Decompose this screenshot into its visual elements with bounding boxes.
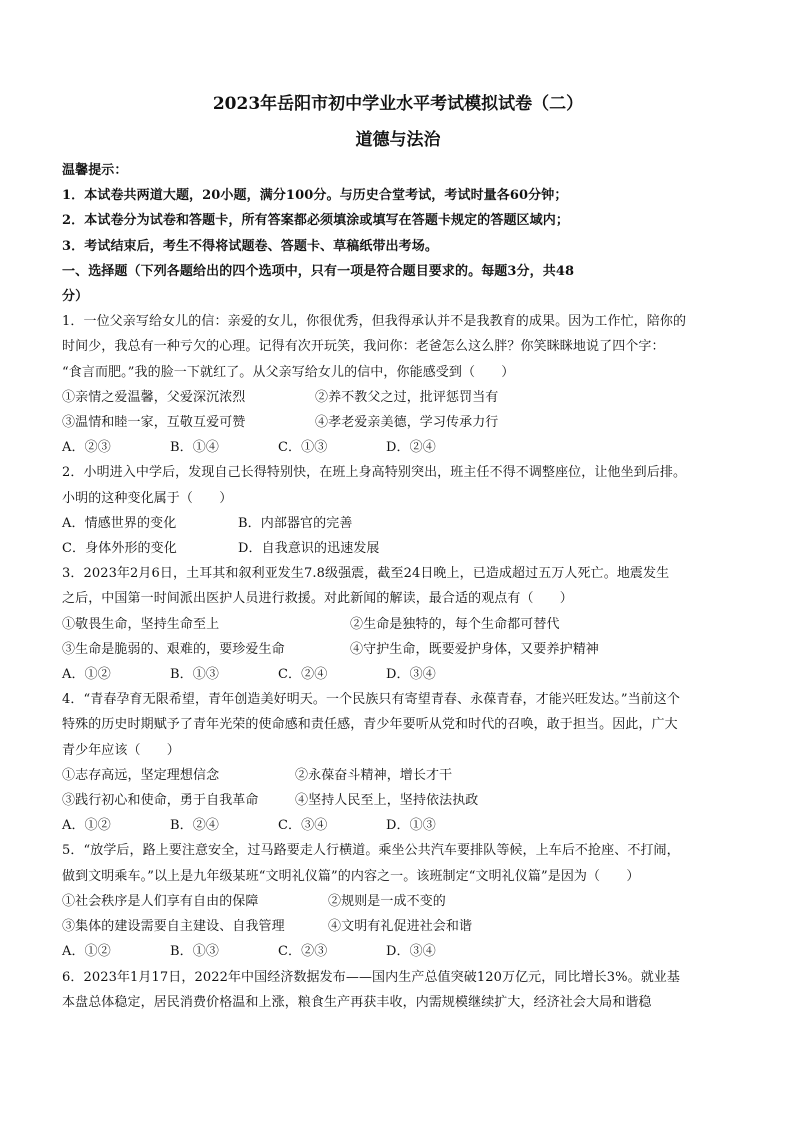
- question-1-choices: [62, 435, 734, 460]
- statement: ④孝老爱亲美德，学习传承力行: [315, 415, 499, 431]
- statement: ①亲情之爱温馨，父爱深沉浓烈: [62, 389, 246, 405]
- statement: ③温情和睦一家，互敬互爱可赞: [62, 415, 246, 431]
- question-4-statements: [62, 763, 734, 788]
- statement: ①社会秩序是人们享有自由的保障: [62, 893, 259, 909]
- tip-item: 3．考试结束后，考生不得将试题卷、答题卡、草稿纸带出考场。: [62, 238, 438, 254]
- choice-a[interactable]: A．①②: [62, 944, 111, 960]
- choice-b[interactable]: B．①③: [170, 667, 219, 683]
- statement: ④守护生命，既要爱护身体，又要养护精神: [350, 641, 599, 657]
- question-3-statements: [62, 612, 734, 637]
- choice-c[interactable]: C．身体外形的变化: [62, 541, 177, 557]
- statement: ③践行初心和使命，勇于自我革命: [62, 793, 259, 809]
- tip-item: 1．本试卷共两道大题，20小题，满分100分。与历史合堂考试，考试时量各60分钟；: [62, 188, 568, 204]
- question-2-text: 2．小明进入中学后，发现自己长得特别快，在班上身高特别突出，班主任不得不调整座位，让他坐到后排。: [62, 465, 687, 481]
- question-2-text: 小明的这种变化属于（ ）: [62, 490, 233, 506]
- exam-subject: 道德与法治: [355, 130, 441, 150]
- choice-c[interactable]: C．②④: [278, 667, 328, 683]
- question-2-choices: [62, 511, 734, 536]
- question-3-choices: [62, 662, 734, 687]
- question-4-text: 4．“青春孕育无限希望，青年创造美好明天。一个民族只有寄望青春、永葆青春，才能兴旺发达。”当前这个: [62, 692, 680, 708]
- choice-d[interactable]: D．①③: [386, 818, 436, 834]
- statement: ②规则是一成不变的: [328, 893, 446, 909]
- choice-b[interactable]: B．①④: [170, 440, 219, 456]
- statement: ②养不教父之过，批评惩罚当有: [315, 389, 499, 405]
- choice-a[interactable]: A．①②: [62, 667, 111, 683]
- statement: ③生命是脆弱的、艰难的，要珍爱生命: [62, 641, 285, 657]
- question-1-text: 1．一位父亲写给女儿的信：亲爱的女儿，你很优秀，但我得承认并不是我教育的成果。因为工作忙，陪你的: [62, 314, 687, 330]
- question-1-text: “食言而肥。”我的脸一下就红了。从父亲写给女儿的信中，你能感受到（ ）: [62, 364, 515, 380]
- question-3-text: 3．2023年2月6日，土耳其和叙利亚发生7.8级强震，截至24日晚上，已造成超过五万人死亡。地震发生: [62, 566, 670, 582]
- statement: ①敬畏生命，坚持生命至上: [62, 616, 220, 632]
- section-heading: 一、选择题（下列各题给出的四个选项中，只有一项是符合题目要求的。每题3分，共48: [62, 263, 575, 279]
- choice-a[interactable]: A．②③: [62, 440, 111, 456]
- question-5-choices: [62, 939, 734, 964]
- choice-d[interactable]: D．自我意识的迅速发展: [238, 541, 380, 557]
- question-2-choices: [62, 536, 734, 561]
- statement: ②永葆奋斗精神，增长才干: [295, 767, 453, 783]
- question-1-statements: [62, 385, 734, 410]
- question-5-text: 5．“放学后，路上要注意安全，过马路要走人行横道。乘坐公共汽车要排队等候，上车后不抢座、不打闹，: [62, 843, 680, 859]
- statement: ②生命是独特的，每个生命都可替代: [350, 616, 560, 632]
- choice-c[interactable]: C．①③: [278, 440, 328, 456]
- tip-item: 2．本试卷分为试卷和答题卡，所有答案都必须填涂或填写在答题卡规定的答题区域内；: [62, 213, 569, 229]
- question-5-text: 做到文明乘车。”以上是九年级某班“文明礼仪篇”的内容之一。该班制定“文明礼仪篇”是因为（ ）: [62, 868, 640, 884]
- statement: ①志存高远，坚定理想信念: [62, 767, 220, 783]
- question-1-statements: [62, 410, 734, 435]
- question-4-choices: [62, 813, 734, 838]
- question-5-statements: [62, 914, 734, 939]
- section-heading-cont: 分）: [62, 289, 89, 305]
- choice-c[interactable]: C．②③: [278, 944, 328, 960]
- question-4-text: 青少年应该（ ）: [62, 742, 180, 758]
- question-6-text: 6．2023年1月17日，2022年中国经济数据发布——国内生产总值突破120万亿元，同比增长3%。就业基: [62, 969, 680, 985]
- statement: ④坚持人民至上，坚持依法执政: [295, 793, 479, 809]
- statement: ③集体的建设需要自主建设、自我管理: [62, 919, 285, 935]
- choice-c[interactable]: C．③④: [278, 818, 328, 834]
- question-4-text: 特殊的历史时期赋予了青年光荣的使命感和责任感，青少年要听从党和时代的召唤，敢于担当。因此，广大: [62, 717, 678, 733]
- choice-d[interactable]: D．③④: [386, 944, 436, 960]
- choice-b[interactable]: B．②④: [170, 818, 219, 834]
- question-3-statements: [62, 637, 734, 662]
- choice-d[interactable]: D．②④: [386, 440, 436, 456]
- choice-a[interactable]: A．情感世界的变化: [62, 515, 177, 531]
- exam-page: [62, 92, 734, 1015]
- question-1-text: 时间少，我总有一种亏欠的心理。记得有次开玩笑，我问你：老爸怎么这么胖？你笑眯眯地说了四个字：: [62, 339, 665, 355]
- choice-b[interactable]: B．内部器官的完善: [238, 515, 353, 531]
- question-4-statements: [62, 788, 734, 813]
- choice-d[interactable]: D．③④: [386, 667, 436, 683]
- exam-title: 2023年岳阳市初中学业水平考试模拟试卷（二）: [212, 94, 584, 114]
- question-6-text: 本盘总体稳定，居民消费价格温和上涨，粮食生产再获丰收，内需规模继续扩大，经济社会大局和谐稳: [62, 994, 652, 1010]
- statement: ④文明有礼促进社会和谐: [328, 919, 473, 935]
- choice-b[interactable]: B．①③: [170, 944, 219, 960]
- choice-a[interactable]: A．①②: [62, 818, 111, 834]
- question-3-text: 之后，中国第一时间派出医护人员进行救援。对此新闻的解读，最合适的观点有（ ）: [62, 591, 573, 607]
- question-5-statements: [62, 889, 734, 914]
- tips-heading: 温馨提示：: [62, 163, 128, 178]
